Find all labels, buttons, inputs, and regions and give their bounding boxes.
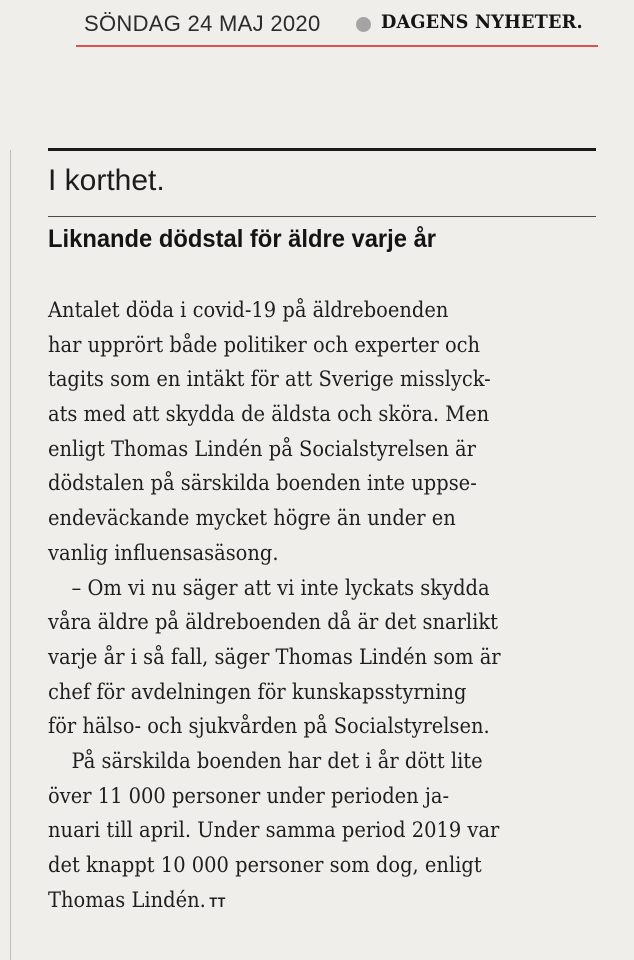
article-line: det knappt 10 000 personer som dog, enligt [48,853,482,878]
article-line: över 11 000 personer under perioden ja- [48,783,450,809]
header-accent-rule [76,45,598,47]
article-line: våra äldre på äldreboenden då är det snarlikt [48,610,498,636]
article-line: varje år i så fall, säger Thomas Lindén som är [48,644,501,670]
article-line: för hälso- och sjukvården på Socialstyrelsen. [48,714,490,740]
article-last-line [48,884,555,919]
section-divider [48,216,596,217]
article-line: ats med att skydda de äldsta och sköra. Men [48,402,490,428]
article-line: enligt Thomas Lindén på Socialstyrelsen är [48,436,476,462]
column-divider [10,150,11,960]
byline: TT [209,893,226,910]
article-line: endeväckande mycket högre än under en [48,506,456,532]
section-label: I korthet. [48,164,165,197]
article-line: dödstalen på särskilda boenden inte uppse- [48,471,477,497]
article-line: nuari till april. Under samma period 2019 var [48,818,500,844]
issue-date: SÖNDAG 24 MAJ 2020 [84,11,321,36]
article-headline: Liknande dödstal för äldre varje år [48,225,437,253]
separator-dot-icon [356,17,371,32]
article-line: – Om vi nu säger att vi inte lyckats skydda [71,575,490,601]
article-line: tagits som en intäkt för att Sverige misslyck- [48,367,491,393]
section-top-rule [48,148,596,151]
article-line: har upprört både politiker och experter och [48,332,481,358]
article-line: Antalet döda i covid-19 på äldreboenden [48,298,449,323]
article-line-text: Thomas Lindén. [48,887,206,913]
article-body [48,294,608,918]
newspaper-logo: DAGENS NYHETER. [381,11,583,33]
page-header [0,0,634,50]
article-line: chef för avdelningen för kunskapsstyrning [48,679,467,705]
article-line: vanlig influensasäsong. [48,540,279,566]
article-line: På särskilda boenden har det i år dött lite [71,748,483,774]
